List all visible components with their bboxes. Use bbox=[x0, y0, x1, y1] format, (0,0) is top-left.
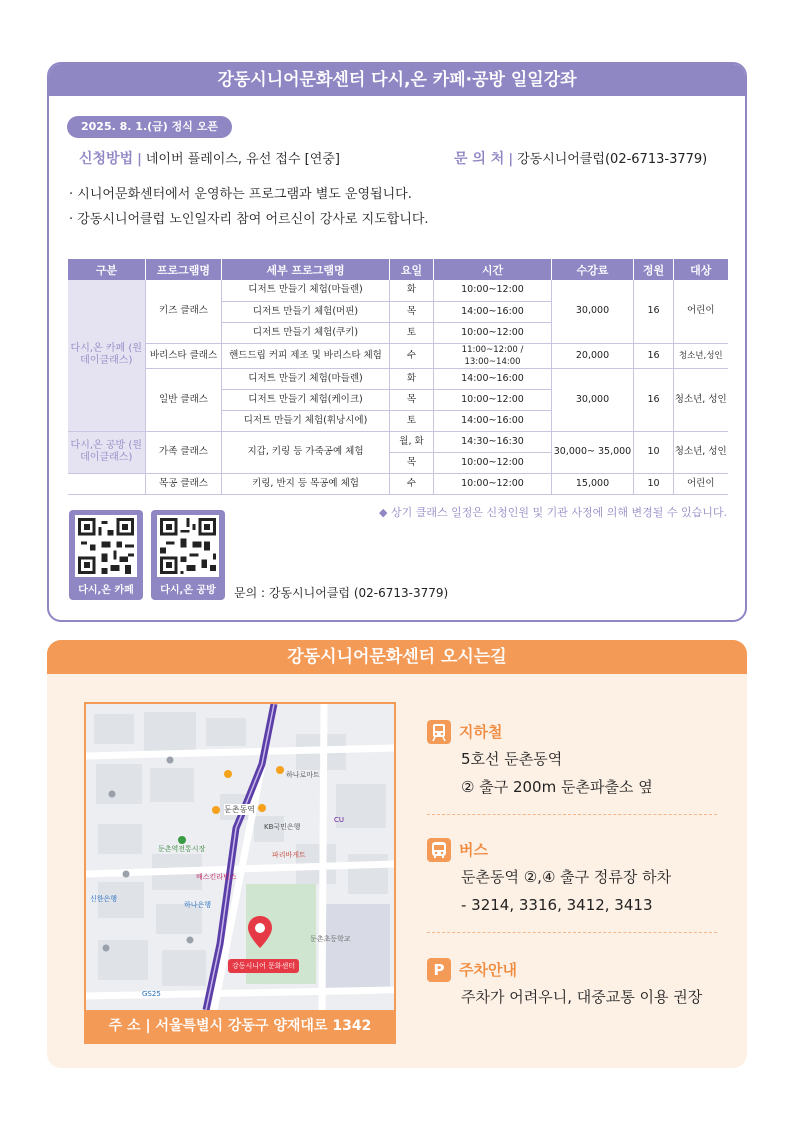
program-name: 키즈 클래스 bbox=[146, 280, 222, 343]
target-cell: 어린이 bbox=[674, 280, 728, 343]
detail-cell: 디저트 만들기 체험(케이크) bbox=[222, 389, 390, 410]
capacity-cell: 16 bbox=[634, 343, 674, 368]
time-cell: 14:00~16:00 bbox=[434, 301, 552, 322]
program-name: 가족 클래스 bbox=[146, 431, 222, 473]
table-row bbox=[68, 431, 728, 452]
capacity-cell: 16 bbox=[634, 280, 674, 343]
col-header: 수강료 bbox=[552, 259, 634, 280]
map-label: 둔촌역전통시장 bbox=[158, 845, 206, 853]
day-cell: 수 bbox=[390, 343, 434, 368]
note-item: · 강동시니어클럽 노인일자리 참여 어르신이 강사로 지도합니다. bbox=[69, 212, 429, 227]
col-header: 정원 bbox=[634, 259, 674, 280]
time-cell: 11:00~12:00 / 13:00~14:00 bbox=[434, 343, 552, 368]
note-item: · 시니어문화센터에서 운영하는 프로그램과 별도 운영됩니다. bbox=[69, 187, 412, 202]
location-pin-icon bbox=[248, 916, 272, 948]
map-label: CU bbox=[334, 816, 345, 824]
day-cell: 목 bbox=[390, 452, 434, 473]
map-marker-label: 강동시니어 문화센터 bbox=[228, 959, 299, 973]
target-cell: 청소년, 성인 bbox=[674, 368, 728, 431]
col-header: 시간 bbox=[434, 259, 552, 280]
day-cell: 수 bbox=[390, 473, 434, 494]
bus-icon bbox=[427, 838, 451, 862]
detail-cell: 디저트 만들기 체험(쿠키) bbox=[222, 322, 390, 343]
day-cell: 토 bbox=[390, 322, 434, 343]
target-cell: 청소년, 성인 bbox=[674, 431, 728, 473]
capacity-cell: 16 bbox=[634, 368, 674, 431]
day-cell: 목 bbox=[390, 301, 434, 322]
apply-method-value: 네이버 플레이스, 유선 접수 [연중] bbox=[145, 152, 340, 167]
day-cell: 목 bbox=[390, 389, 434, 410]
map-label: 파리바게트 bbox=[272, 851, 306, 859]
capacity-cell: 10 bbox=[634, 473, 674, 494]
program-name: 바리스타 클래스 bbox=[146, 343, 222, 368]
bus-title: 버스 bbox=[459, 841, 488, 859]
qr-workshop-label: 다시,온 공방 bbox=[160, 585, 216, 596]
table-row bbox=[68, 473, 728, 494]
fee-cell: 30,000 bbox=[552, 368, 634, 431]
fee-cell: 30,000~ 35,000 bbox=[552, 431, 634, 473]
subway-icon bbox=[427, 720, 451, 744]
time-cell: 10:00~12:00 bbox=[434, 452, 552, 473]
fee-cell: 30,000 bbox=[552, 280, 634, 343]
bus-line2: - 3214, 3316, 3412, 3413 bbox=[461, 896, 653, 914]
map-label: 둔촌초등학교 bbox=[310, 935, 351, 943]
detail-cell: 디저트 만들기 체험(마들렌) bbox=[222, 280, 390, 301]
map-label: GS25 bbox=[142, 990, 161, 998]
parking-icon: P bbox=[427, 958, 451, 982]
group-workshop: 다시,온 공방 (원데이클래스) bbox=[68, 431, 146, 473]
qr-code-icon bbox=[157, 515, 219, 577]
detail-cell: 디저트 만들기 체험(마들렌) bbox=[222, 368, 390, 389]
table-header-row bbox=[68, 259, 728, 280]
map-label: 하나로마트 bbox=[286, 771, 320, 779]
bus-line1: 둔촌동역 ②,④ 출구 정류장 하차 bbox=[461, 868, 672, 886]
map-label: KB국민은행 bbox=[264, 823, 301, 831]
col-header: 요일 bbox=[390, 259, 434, 280]
time-cell: 14:00~16:00 bbox=[434, 410, 552, 431]
directions-title: 강동시니어문화센터 오시는길 bbox=[47, 640, 747, 674]
col-header: 프로그램명 bbox=[146, 259, 222, 280]
program-section bbox=[47, 62, 747, 622]
map-label: 둔촌동역 bbox=[224, 805, 255, 814]
qr-cafe[interactable] bbox=[69, 510, 143, 600]
open-date-badge: 2025. 8. 1.(금) 정식 오픈 bbox=[67, 116, 232, 138]
subway-line2: ② 출구 200m 둔촌파출소 옆 bbox=[461, 778, 653, 796]
detail-cell: 지갑, 키링 등 가죽공예 체험 bbox=[222, 431, 390, 473]
contact-label: 문 의 처 bbox=[454, 151, 505, 167]
fee-cell: 15,000 bbox=[552, 473, 634, 494]
target-cell: 청소년,성인 bbox=[674, 343, 728, 368]
table-row bbox=[68, 368, 728, 389]
notes bbox=[69, 182, 429, 232]
contact-value: 강동시니어클럽(02-6713-3779) bbox=[517, 152, 708, 167]
address-bar: 주 소 | 서울특별시 강동구 양재대로 1342 bbox=[86, 1010, 394, 1042]
day-cell: 토 bbox=[390, 410, 434, 431]
time-cell: 10:00~12:00 bbox=[434, 280, 552, 301]
program-table bbox=[67, 259, 728, 495]
time-cell: 10:00~12:00 bbox=[434, 389, 552, 410]
program-title: 강동시니어문화센터 다시,온 카페·공방 일일강좌 bbox=[49, 64, 745, 96]
schedule-change-note: ◆ 상기 클래스 일정은 신청인원 및 기관 사정에 의해 변경될 수 있습니다. bbox=[379, 506, 727, 519]
parking-title: 주차안내 bbox=[459, 961, 517, 979]
parking-line1: 주차가 어려우니, 대중교통 이용 권장 bbox=[461, 988, 703, 1006]
time-cell: 10:00~12:00 bbox=[434, 473, 552, 494]
qr-workshop[interactable] bbox=[151, 510, 225, 600]
apply-method-label: 신청방법 bbox=[79, 151, 134, 167]
col-header: 대상 bbox=[674, 259, 728, 280]
detail-cell: 디저트 만들기 체험(휘낭시에) bbox=[222, 410, 390, 431]
table-row bbox=[68, 343, 728, 368]
detail-cell: 디저트 만들기 체험(머핀) bbox=[222, 301, 390, 322]
apply-info-row: 신청방법 | 네이버 플레이스, 유선 접수 [연중] 문 의 처 | 강동시니어클럽(02-6713-3779) bbox=[79, 151, 708, 167]
detail-cell: 키링, 반지 등 목공예 체험 bbox=[222, 473, 390, 494]
time-cell: 14:00~16:00 bbox=[434, 368, 552, 389]
table-row bbox=[68, 280, 728, 301]
map-label: 배스킨라빈스 bbox=[196, 873, 237, 881]
directions-section bbox=[47, 640, 747, 1068]
inquiry-text: 문의 : 강동시니어클럽 (02-6713-3779) bbox=[234, 586, 449, 600]
col-header: 세부 프로그램명 bbox=[222, 259, 390, 280]
program-name: 목공 클래스 bbox=[146, 473, 222, 494]
time-cell: 14:30~16:30 bbox=[434, 431, 552, 452]
location-map[interactable] bbox=[84, 702, 396, 1044]
target-cell: 어린이 bbox=[674, 473, 728, 494]
subway-title: 지하철 bbox=[459, 723, 503, 741]
divider bbox=[427, 932, 717, 933]
qr-code-icon bbox=[75, 515, 137, 577]
qr-cafe-label: 다시,온 카페 bbox=[78, 585, 134, 596]
day-cell: 월, 화 bbox=[390, 431, 434, 452]
map-label: 하나은행 bbox=[184, 901, 212, 909]
program-name: 일반 클래스 bbox=[146, 368, 222, 431]
day-cell: 화 bbox=[390, 368, 434, 389]
group-cafe: 다시,온 카페 (원데이클래스) bbox=[68, 280, 146, 431]
col-header: 구분 bbox=[68, 259, 146, 280]
group-empty bbox=[68, 473, 146, 494]
day-cell: 화 bbox=[390, 280, 434, 301]
detail-cell: 핸드드립 커피 제조 및 바리스타 체험 bbox=[222, 343, 390, 368]
divider bbox=[427, 814, 717, 815]
subway-line1: 5호선 둔촌동역 bbox=[461, 750, 563, 768]
map-label: 신한은행 bbox=[90, 895, 118, 903]
fee-cell: 20,000 bbox=[552, 343, 634, 368]
time-cell: 10:00~12:00 bbox=[434, 322, 552, 343]
capacity-cell: 10 bbox=[634, 431, 674, 473]
